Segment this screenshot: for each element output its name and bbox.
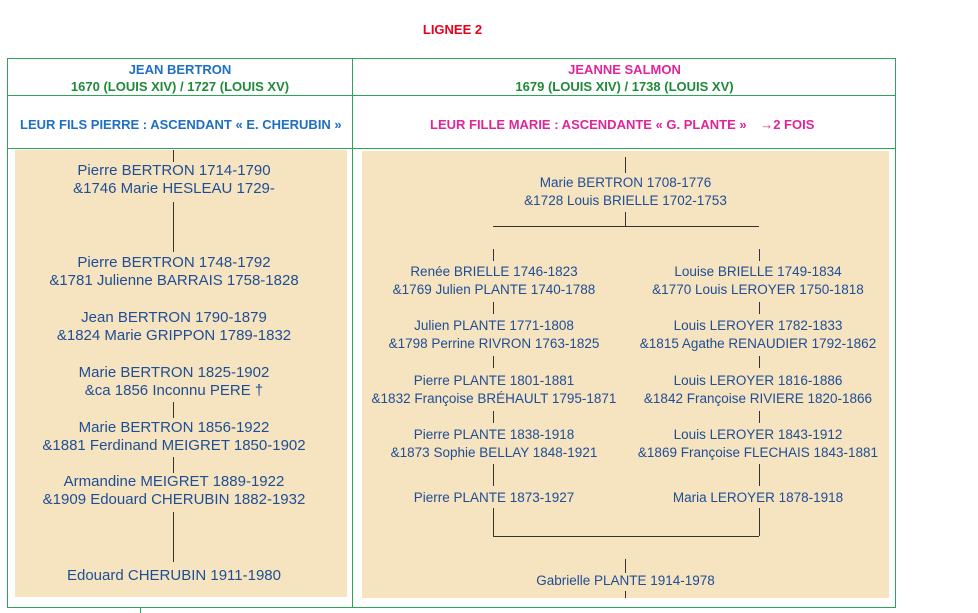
tree-node: Louis LEROYER 1782-1833 &1815 Agathe RENAUDIER 1792-1862 xyxy=(639,318,877,351)
tree-connector xyxy=(759,356,760,368)
tree-node: Marie BERTRON 1856-1922 &1881 Ferdinand MEIGRET 1850-1902 xyxy=(42,419,306,454)
tree-connector xyxy=(493,464,494,486)
divider xyxy=(140,608,141,613)
tree-connector xyxy=(759,508,760,536)
tree-merge-bar xyxy=(493,536,759,537)
right-subtitle-text: LEUR FILLE MARIE : ASCENDANTE « G. PLANTE » xyxy=(430,117,747,132)
tree-connector xyxy=(173,457,174,473)
tree-connector xyxy=(493,508,494,536)
tree-node: Pierre BERTRON 1748-1792 &1781 Julienne BARRAIS 1758-1828 xyxy=(49,254,299,289)
right-tree-panel xyxy=(362,151,889,598)
tree-node: Pierre PLANTE 1838-1918 &1873 Sophie BELLAY 1848-1921 xyxy=(390,427,598,460)
tree-branch-bar xyxy=(493,226,759,227)
tree-connector xyxy=(493,411,494,423)
page-title: LIGNEE 2 xyxy=(422,22,483,37)
tree-connector xyxy=(625,591,626,598)
tree-node: Pierre PLANTE 1873-1927 xyxy=(413,490,575,505)
tree-connector xyxy=(759,302,760,314)
tree-node: Jean BERTRON 1790-1879 &1824 Marie GRIPPON 1789-1832 xyxy=(56,309,292,344)
left-subtitle: LEUR FILS PIERRE : ASCENDANT « E. CHERUBIN » xyxy=(20,117,342,132)
tree-connector xyxy=(759,249,760,261)
tree-node-root: Marie BERTRON 1708-1776 &1728 Louis BRIELLE 1702-1753 xyxy=(524,175,727,208)
tree-connector xyxy=(173,150,174,162)
row-divider xyxy=(7,148,896,149)
ancestor-name-left: JEAN BERTRON xyxy=(128,62,232,77)
tree-connector xyxy=(759,464,760,486)
tree-node: Edouard CHERUBIN 1911-1980 xyxy=(66,567,281,584)
tree-connector xyxy=(493,302,494,314)
tree-connector xyxy=(625,559,626,573)
tree-node: Renée BRIELLE 1746-1823 &1769 Julien PLANTE 1740-1788 xyxy=(392,264,596,297)
right-subtitle-note: →2 FOIS xyxy=(760,117,815,132)
ancestor-name-right: JEANNE SALMON xyxy=(568,62,681,77)
right-subtitle xyxy=(430,117,814,132)
tree-node-merge: Gabrielle PLANTE 1914-1978 xyxy=(536,573,715,588)
tree-node: Louis LEROYER 1843-1912 &1869 Françoise FLECHAIS 1843-1881 xyxy=(637,427,879,460)
tree-node: Pierre PLANTE 1801-1881 &1832 Françoise BRÉHAULT 1795-1871 xyxy=(371,373,617,406)
tree-connector xyxy=(173,202,174,252)
row-divider xyxy=(7,95,896,96)
right-header xyxy=(353,61,896,95)
tree-connector xyxy=(759,411,760,423)
tree-connector xyxy=(173,512,174,562)
tree-node: Louise BRIELLE 1749-1834 &1770 Louis LEROYER 1750-1818 xyxy=(652,264,864,297)
tree-connector xyxy=(493,249,494,261)
tree-node: Armandine MEIGRET 1889-1922 &1909 Edouard CHERUBIN 1882-1932 xyxy=(42,473,306,508)
left-tree-panel xyxy=(15,150,347,597)
tree-node: Marie BERTRON 1825-1902 &ca 1856 Inconnu PERE † xyxy=(78,364,270,399)
left-header xyxy=(8,61,352,95)
ancestor-dates-right: 1679 (LOUIS XIV) / 1738 (LOUIS XV) xyxy=(515,79,734,94)
column-divider xyxy=(352,58,353,608)
tree-connector xyxy=(625,212,626,226)
tree-node: Maria LEROYER 1878-1918 xyxy=(672,490,844,505)
tree-node: Louis LEROYER 1816-1886 &1842 Françoise RIVIERE 1820-1866 xyxy=(643,373,873,406)
tree-connector xyxy=(493,356,494,368)
tree-connector xyxy=(625,157,626,173)
tree-node: Pierre BERTRON 1714-1790 &1746 Marie HESLEAU 1729- xyxy=(73,162,275,197)
tree-connector xyxy=(173,402,174,418)
ancestor-dates-left: 1670 (LOUIS XIV) / 1727 (LOUIS XV) xyxy=(70,79,290,94)
tree-node: Julien PLANTE 1771-1808 &1798 Perrine RIVRON 1763-1825 xyxy=(388,318,600,351)
